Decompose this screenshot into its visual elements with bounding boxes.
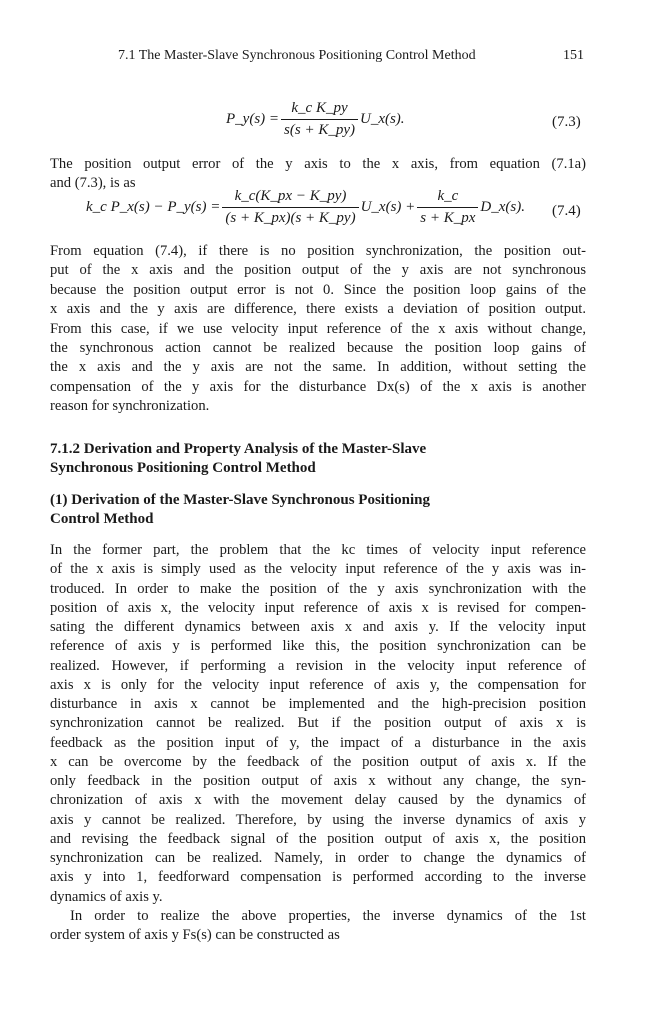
section-heading-line: Synchronous Positioning Control Method [50, 460, 316, 476]
text-line: From this case, if we use velocity input reference of the x axis without change, [50, 320, 586, 337]
text-line: order system of axis y Fs(s) can be constructed as [50, 927, 340, 943]
eq-rhs: D_x(s). [480, 199, 525, 215]
eq-lhs: k_c P_x(s) − P_y(s) = [86, 199, 221, 215]
text-line: synchronization cannot be realized. But if the position output of axis x is [50, 715, 586, 732]
eq-rhs: U_x(s). [359, 111, 405, 127]
running-title: 7.1 The Master-Slave Synchronous Positioning Control Method [118, 48, 476, 63]
text-line: reason for synchronization. [50, 398, 210, 415]
eq-denominator: (s + K_px)(s + K_py) [222, 207, 358, 227]
text-line: From equation (7.4), if there is no position synchronization, the position out- [50, 243, 586, 259]
eq-mid: U_x(s) + [360, 199, 416, 215]
text-line: The position output error of the y axis to the x axis, from equation (7.1a) [50, 156, 586, 172]
text-line: the x axis and the y axis are not the same. In addition, without setting the [50, 359, 586, 376]
eq-denominator: s(s + K_py) [281, 119, 358, 139]
text-line: realized. However, if performing a revision in the velocity input reference of [50, 657, 586, 674]
eq-numerator: k_c K_py [291, 100, 348, 116]
eq-numerator: k_c(K_px − K_py) [234, 188, 347, 204]
text-line: and (7.3), is as [50, 174, 136, 191]
eq-lhs: P_y(s) = [226, 111, 280, 127]
eq-denominator: s + K_px [417, 207, 478, 227]
text-line: axis x is only for the velocity input reference of axis y, the compensation for [50, 676, 586, 693]
eq-fraction [417, 188, 478, 227]
text-line: only feedback in the position output of axis x without any change, the syn- [50, 773, 586, 789]
text-line: axis y cannot be realized. Therefore, by using the inverse dynamics of axis y [50, 811, 586, 828]
text-line: axis y into 1, feedforward compensation is performed according to the inverse [50, 869, 586, 886]
eq-numerator: k_c [437, 188, 459, 204]
text-line: troduced. In order to make the position of the y axis synchronization with the [50, 580, 586, 597]
page-number: 151 [563, 48, 584, 63]
text-line: the synchronous action cannot be realized because the position loop gains of [50, 340, 586, 356]
text-line: disturbance in axis x cannot be implemented and the high-precision position [50, 696, 586, 712]
subsection-heading-line: Control Method [50, 511, 154, 527]
text-line: chronization of axis x with the movement delay caused by the dynamics of [50, 792, 586, 809]
text-line: position of axis x, the velocity input reference of axis x is revised for compen- [50, 599, 586, 616]
subsection-heading-line: (1) Derivation of the Master-Slave Synchronous Positioning [50, 492, 430, 508]
text-line: dynamics of axis y. [50, 888, 163, 905]
text-line: In order to realize the above properties, the inverse dynamics of the 1st [70, 907, 586, 924]
equation-number: (7.3) [552, 114, 581, 130]
text-line: reference of axis y is performed like this, the position synchronization can be [50, 638, 586, 655]
eq-fraction [281, 100, 358, 139]
text-line: x axis and the y axis are difference, there exists a deviation of position output. [50, 301, 586, 318]
text-line: In the former part, the problem that the kc times of velocity input reference [50, 542, 586, 558]
text-line: synchronization can be realized. Namely, in order to change the dynamics of [50, 850, 586, 866]
text-line: feedback as the position input of y, the impact of a disturbance in the axis [50, 734, 586, 751]
text-line: put of the x axis and the position output of the y axis are not synchronous [50, 262, 586, 279]
text-line: sating the different dynamics between axis x and axis y. If the velocity input [50, 619, 586, 635]
equation-number: (7.4) [552, 203, 581, 219]
text-line: compensation of the y axis for the disturbance Dx(s) of the x axis is another [50, 378, 586, 395]
eq-fraction [222, 188, 358, 227]
text-line: of the x axis is simply used as the velocity input reference of the y axis was in- [50, 561, 586, 578]
equation-7-3 [226, 100, 405, 139]
section-heading-line: 7.1.2 Derivation and Property Analysis of the Master-Slave [50, 441, 427, 457]
text-line: x can be overcome by the feedback of the position output of axis x. If the [50, 753, 586, 770]
equation-7-4 [86, 188, 525, 227]
text-line: because the position output error is not 0. Since the position loop gains of the [50, 281, 586, 298]
text-line: and revising the feedback signal of the position output of axis x, the position [50, 830, 586, 847]
